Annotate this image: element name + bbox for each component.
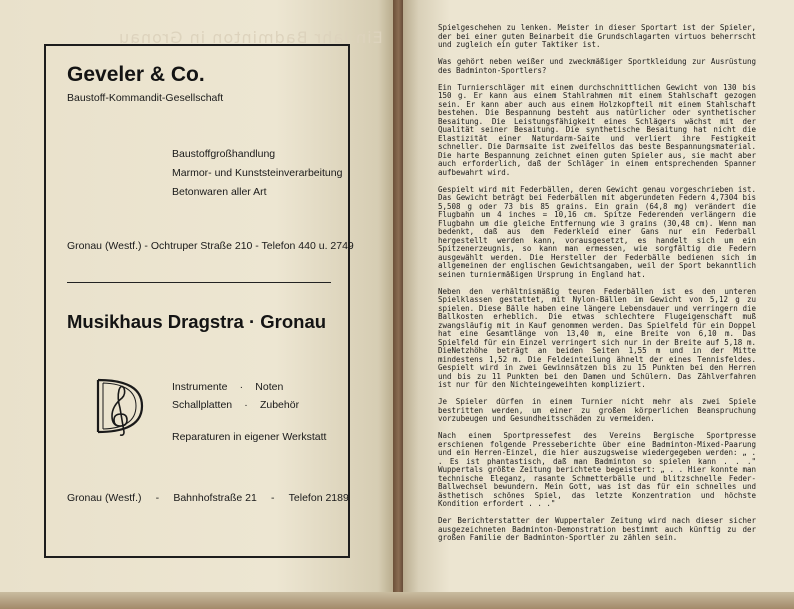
service-item: Baustoffgroßhandlung (172, 148, 276, 160)
article-paragraph: Spielgeschehen zu lenken. Meister in dieser Sportart ist der Spieler, der bei einer guten Beinarbeit die Grundschlagarten virtuos beherrscht und zugleich ein guter Taktiker ist. (438, 23, 756, 49)
repair-note: Reparaturen in eigener Werkstatt (172, 431, 327, 443)
article-text (438, 24, 756, 551)
address-separator: - (271, 492, 275, 504)
address-separator: - (155, 492, 160, 504)
music-shop-title: Musikhaus Dragstra · Gronau (67, 311, 327, 332)
article-paragraph: Gespielt wird mit Federbällen, deren Gewicht genau vorgeschrieben ist. Das Gewicht beträgt bei Federbällen mit abgerundeten Federn 4,7304 bis 5,508 g oder 73 bis 85 grains. Ein grain (64,8 mg) verändert die Flugbahn um 4 inches = 10,16 cm. Spitze Federenden verlängern die Flugbahn um die gleiche Entfernung wie 3 grains (30,48 cm). Wenn man bedenkt, daß aus dem Federkleid einer Gans nur ein Federball hergestellt werden kann, vorausgesetzt, es handelt sich um ein Spitzenerzeugnis, so kann man ermessen, wie sorgfältig die Federn ausgewählt werden. Die Hersteller der Federbälle bedienen sich im allgemeinen der englischen Gewichtsangaben, weil der Sport bekanntlich seinen turniermäßigen Ursprung in England hat. (438, 184, 756, 279)
product-label: Zubehör (259, 399, 300, 411)
address-street: Bahnhofstraße 21 (173, 492, 257, 504)
article-paragraph: Nach einem Sportpressefest des Vereins Bergische Sportpresse erschienen folgende Presseberichte über eine Badminton-Mixed-Paarung und ein Herren-Einzel, die hier auszugsweise wiedergegeben werden: „ . . Es ist phantastisch, daß man Badminton so spielen kann . . ." Wuppertals größte Zeitung berichtete begeistert: „ . . Hier konnte man technische Eleganz, rasante Schmetterbälle und blitzschnelle Feder-Ballwechsel bewundern. Mein Gott, was ist das für ein schnelles und ästhetisch schönes Spiel, das letzte Konzentration und höchste Kondition erfordert . . ." (438, 431, 756, 508)
article-paragraph: Neben den verhältnismäßig teuren Federbällen ist es den unteren Spielklassen gestattet, mit Nylon-Bällen im Gewicht von 5,12 g zu spielen. Diese Bälle haben eine längere Lebensdauer und verringern die Ballkosten erheblich. Die etwas schlechtere Flugeigenschaft muß zwangsläufig mit in Kauf genommen werden. Das Spielfeld für ein Doppel hat eine Gesamtlänge von 13,40 m, eine Breite von 6,10 m. Das Spielfeld für ein Einzel verringert sich nur in der Breite auf 5,18 m. DieNetzhöhe beträgt an beiden Seiten 1,55 m und in der Mitte mindestens 1,52 m. Die Feldeinteilung ähnelt der eines Tennisfeldes. Gespielt wird in zwei Gewinnsätzen bis zu 15 Punkten bei den Herren und bis zu 11 Punkten bei den Damen und Schülern. Das Zählverfahren ist nur für den Nichteingeweihten kompliziert. (438, 286, 756, 389)
article-paragraph: Je Spieler dürfen in einem Turnier nicht mehr als zwei Spiele bestritten werden, um einer zu großen körperlichen Beanspruchung vorzubeugen und Gesundheitsschäden zu vermeiden. (438, 397, 756, 423)
product-label: Noten (255, 381, 284, 393)
product-label: Instrumente (172, 381, 228, 393)
music-shop-address (67, 492, 349, 504)
advertisement-box (44, 44, 354, 558)
product-label: Schallplatten (172, 399, 233, 411)
address-city: Gronau (Westf.) (67, 492, 142, 504)
article-question: Was gehört neben weißer und zweckmäßiger Sportkleidung zur Ausrüstung des Badminton-Sportlers? (438, 57, 756, 75)
treble-clef-logo-icon (90, 374, 146, 438)
company-name: Geveler & Co. (67, 63, 205, 86)
services-list (172, 145, 342, 202)
article-paragraph: Ein Turnierschläger mit einem durchschnittlichen Gewicht von 130 bis 150 g. Er kann aus einem Stahlrahmen mit einem Stahlschaft gezogen sein. Er kann aber auch aus einem Holzkopfteil mit einem Stahlschaft bestehen. Die Bespannung besteht aus natürlicher oder synthetischer Besaitung. Die Leistungsfähigkeit eines Schlägers wächst mit der Qualität seiner Besaitung. Die synthetische Besaitung hat nicht die Elastizität einer Naturdarm-Saite und verliert ihre Festigkeit schneller. Die Darmsaite ist zweifellos das beste Bespannungsmaterial. Die harte Bespannung zeichnet einen guten Spieler aus, sie macht aber auch erforderlich, daß der Schläger in einem entsprechenden Spanner aufbewahrt wird. (438, 82, 756, 177)
address-phone: Telefon 2189 (288, 492, 349, 504)
ad-divider (67, 282, 331, 283)
separator-dot: · (244, 399, 248, 411)
left-page (0, 0, 394, 609)
article-paragraph: Der Berichterstatter der Wuppertaler Zeitung wird nach dieser sicher ausgezeichneten Badminton-Demonstration bestimmt auch künftig zu der großen Familie der Badminton-Sportler zu zählen sein. (438, 516, 756, 542)
service-item: Marmor- und Kunststeinverarbeitung (172, 167, 343, 179)
company-address: Gronau (Westf.) - Ochtruper Straße 210 - Telefon 440 u. 2749 (67, 240, 354, 252)
service-item: Betonwaren aller Art (172, 186, 267, 198)
company-subtitle: Baustoff-Kommandit-Gesellschaft (67, 92, 224, 104)
page-bottom-edge (0, 592, 794, 609)
show-through-text: Ein Jahr Badminton in Gronau (118, 28, 383, 47)
products-row (172, 381, 283, 393)
separator-dot: · (239, 381, 244, 393)
products-row (172, 399, 299, 411)
